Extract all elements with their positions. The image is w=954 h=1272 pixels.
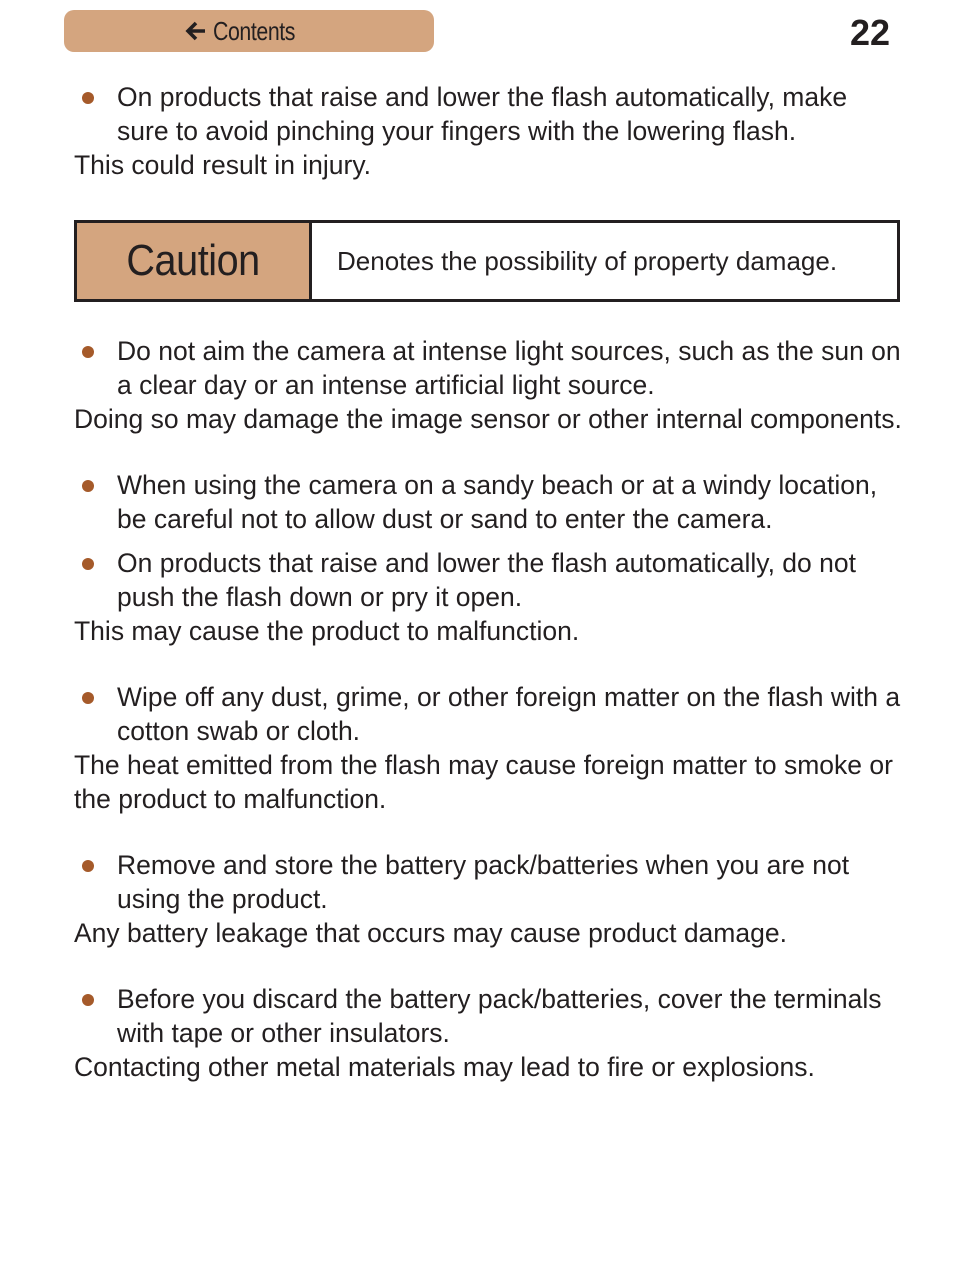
note-text: This could result in injury.: [74, 150, 372, 180]
note-text: Doing so may damage the image sensor or other internal components.: [74, 404, 902, 434]
bullet-icon: [82, 558, 94, 570]
page-content: [74, 80, 904, 1084]
caution-label: [77, 223, 312, 299]
caution-label-text: Caution: [126, 236, 260, 285]
note-text: The heat emitted from the flash may cause foreign matter to smoke or the product to malfunction.: [74, 750, 893, 814]
arrow-left-icon: [185, 20, 207, 42]
page-number: 22: [849, 12, 890, 53]
list-item: [74, 680, 904, 748]
list-item: [74, 546, 904, 614]
list-item: [74, 982, 904, 1050]
list-item: [74, 848, 904, 916]
bullet-icon: [82, 346, 94, 358]
bullet-text: Do not aim the camera at intense light sources, such as the sun on a clear day or an intense artificial light source.: [117, 336, 901, 400]
contents-button[interactable]: [64, 10, 434, 52]
bullet-text: Wipe off any dust, grime, or other foreign matter on the flash with a cotton swab or cloth.: [117, 682, 901, 746]
bullet-text: On products that raise and lower the flash automatically, do not push the flash down or pry it open.: [117, 548, 856, 612]
note-text: Any battery leakage that occurs may cause product damage.: [74, 918, 787, 948]
bullet-icon: [82, 480, 94, 492]
list-item: [74, 468, 904, 536]
bullet-icon: [82, 860, 94, 872]
caution-box: [74, 220, 900, 302]
bullet-text: When using the camera on a sandy beach or at a windy location, be careful not to allow dust or sand to enter the camera.: [117, 470, 878, 534]
bullet-icon: [82, 692, 94, 704]
note-text: Contacting other metal materials may lead to fire or explosions.: [74, 1052, 815, 1082]
caution-description: Denotes the possibility of property damage.: [337, 246, 838, 276]
bullet-text: On products that raise and lower the flash automatically, make sure to avoid pinching your fingers with the lowering flash.: [117, 82, 848, 146]
bullet-text: Remove and store the battery pack/batteries when you are not using the product.: [117, 850, 850, 914]
list-item: [74, 80, 904, 148]
bullet-icon: [82, 994, 94, 1006]
bullet-text: Before you discard the battery pack/batteries, cover the terminals with tape or other insulators.: [117, 984, 882, 1048]
list-item: [74, 334, 904, 402]
note-text: This may cause the product to malfunction.: [74, 616, 580, 646]
bullet-icon: [82, 92, 94, 104]
contents-label: Contents: [212, 15, 296, 46]
